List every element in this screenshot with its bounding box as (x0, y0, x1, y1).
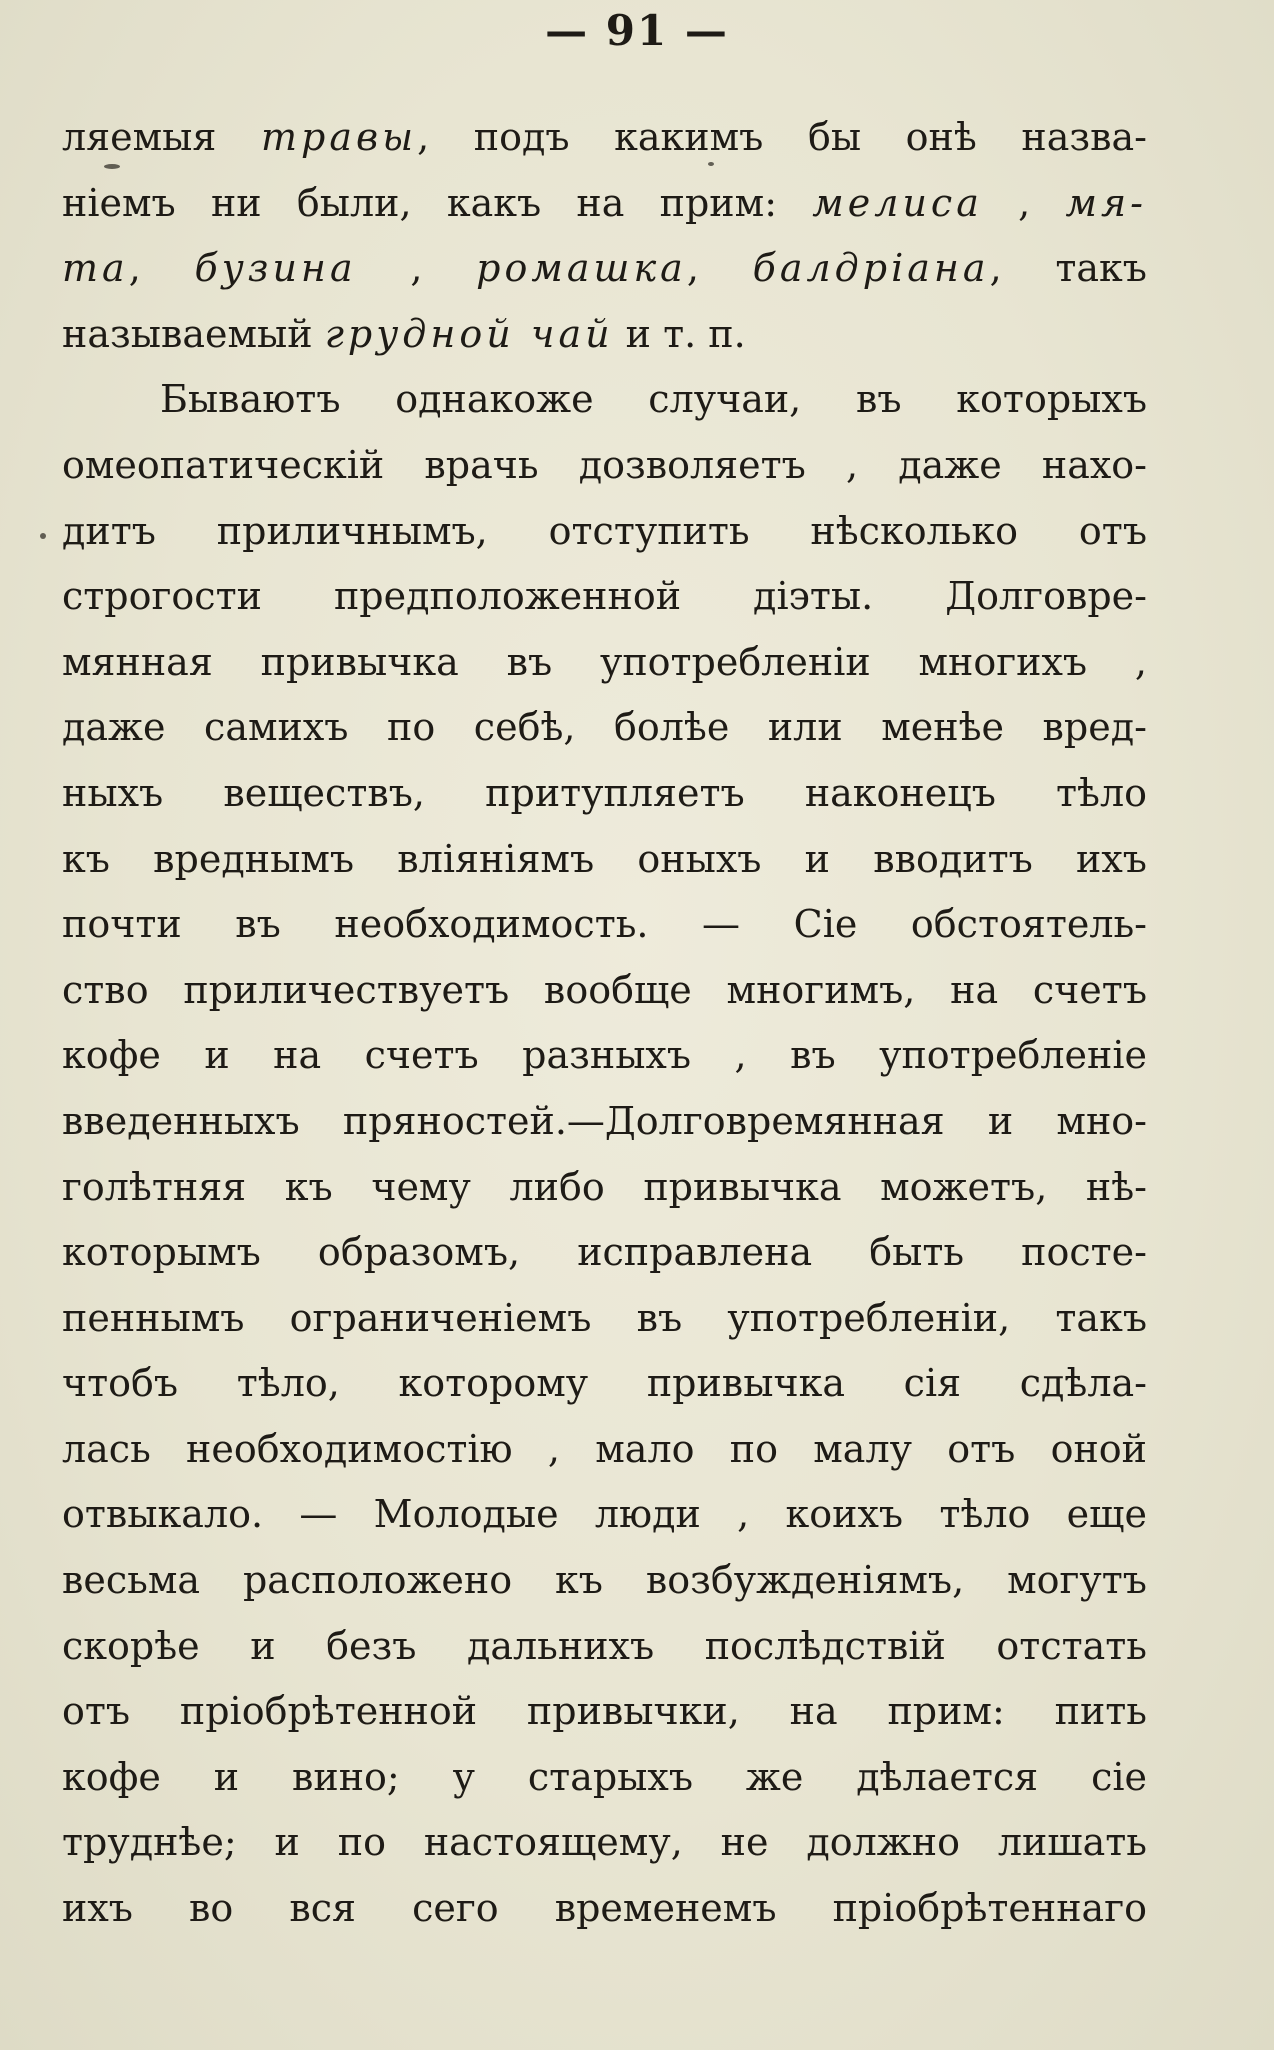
text-run: , такъ (989, 246, 1147, 291)
text-run: , (686, 246, 753, 291)
text-run: Бываютъ однакоже случаи, въ которыхъ (160, 377, 1147, 422)
italic-term: мелиса (812, 180, 983, 225)
text-run: , (982, 180, 1066, 225)
text-line (62, 892, 1147, 958)
text-line (62, 1286, 1147, 1352)
text-run: голѣтняя къ чему либо привычка можетъ, нѣ- (62, 1164, 1147, 1209)
text-line (62, 630, 1147, 696)
text-line (62, 1745, 1147, 1811)
text-line (62, 302, 1147, 368)
text-line (62, 1548, 1147, 1614)
text-run: , (128, 246, 195, 291)
text-run: , подъ какимъ бы онѣ назва- (417, 115, 1147, 159)
text-line (62, 1482, 1147, 1548)
italic-term: ромашка (476, 246, 687, 291)
text-line (62, 564, 1147, 630)
text-run: къ вреднымъ влiянiямъ оныхъ и вводитъ ихъ (62, 836, 1147, 881)
text-run: отъ прiобрѣтенной привычки, на прим: пить (62, 1689, 1147, 1734)
text-line (62, 171, 1147, 237)
text-run: отвыкало. — Молодые люди , коихъ тѣло еще (62, 1492, 1147, 1537)
text-line (62, 695, 1147, 761)
text-run: пеннымъ ограниченiемъ въ употребленiи, такъ (62, 1295, 1147, 1340)
text-run: , (356, 246, 477, 291)
italic-term: мя- (1065, 180, 1147, 225)
text-run: скорѣе и безъ дальнихъ послѣдствiй отстать (62, 1623, 1147, 1668)
text-run: нiемъ ни были, какъ на прим: (62, 180, 813, 225)
text-line (62, 499, 1147, 565)
text-line (62, 827, 1147, 893)
text-run: даже самихъ по себѣ, болѣе или менѣе вред- (62, 705, 1147, 750)
text-run: кофе и на счетъ разныхъ , въ употребленiе (62, 1033, 1147, 1078)
text-line (62, 1417, 1147, 1483)
ink-speck (40, 533, 46, 539)
ink-speck (104, 164, 120, 169)
italic-term: балдрiана (752, 246, 990, 291)
text-line (62, 236, 1147, 302)
text-line (62, 1614, 1147, 1680)
italic-term: грудной чай (324, 311, 614, 356)
text-run: ство приличествуетъ вообще многимъ, на счетъ (62, 967, 1147, 1012)
text-run: кофе и вино; у старыхъ же дѣлается сiе (62, 1754, 1147, 1799)
text-run: которымъ образомъ, исправлена быть посте- (62, 1230, 1147, 1275)
text-run: труднѣе; и по настоящему, не должно лишать (62, 1820, 1147, 1865)
text-run: мянная привычка въ употребленiи многихъ , (62, 639, 1147, 684)
text-run: лась необходимостiю , мало по малу отъ оной (62, 1426, 1147, 1471)
text-line (62, 1810, 1147, 1876)
text-run: введенныхъ пряностей.—Долговремянная и мно- (62, 1098, 1147, 1143)
body-text (62, 105, 1147, 1942)
text-line (62, 1089, 1147, 1155)
text-run: ляемыя (62, 115, 261, 159)
text-run: дитъ приличнымъ, отступить нѣсколько отъ (62, 508, 1147, 553)
text-line (62, 1023, 1147, 1089)
italic-term: бузина (194, 246, 357, 291)
text-run: омеопатическiй врачь дозволяетъ , даже нахо- (62, 442, 1147, 487)
text-line (62, 1220, 1147, 1286)
text-run: чтобъ тѣло, которому привычка сiя сдѣла- (62, 1361, 1147, 1406)
text-run: строгости предположенной дiэты. Долговре- (62, 574, 1147, 619)
text-run: почти въ необходимость. — Сiе обстоятель- (62, 902, 1147, 947)
italic-term: та (62, 246, 129, 291)
text-line (62, 761, 1147, 827)
text-line (62, 1679, 1147, 1745)
text-line (62, 367, 1147, 433)
page-number: — 91 — (545, 6, 729, 55)
text-line (62, 105, 1147, 171)
text-line (62, 1876, 1147, 1942)
text-line (62, 1351, 1147, 1417)
text-run: называемый (62, 311, 325, 356)
text-run: весьма расположено къ возбужденiямъ, могутъ (62, 1558, 1147, 1603)
text-line (62, 1155, 1147, 1221)
italic-term: травы (260, 115, 418, 159)
ink-speck (708, 162, 714, 166)
text-run: ихъ во вся сего временемъ прiобрѣтеннаго (62, 1886, 1147, 1931)
text-run: и т. п. (613, 311, 746, 356)
text-line (62, 958, 1147, 1024)
text-line (62, 433, 1147, 499)
text-run: ныхъ веществъ, притупляетъ наконецъ тѣло (62, 770, 1147, 815)
